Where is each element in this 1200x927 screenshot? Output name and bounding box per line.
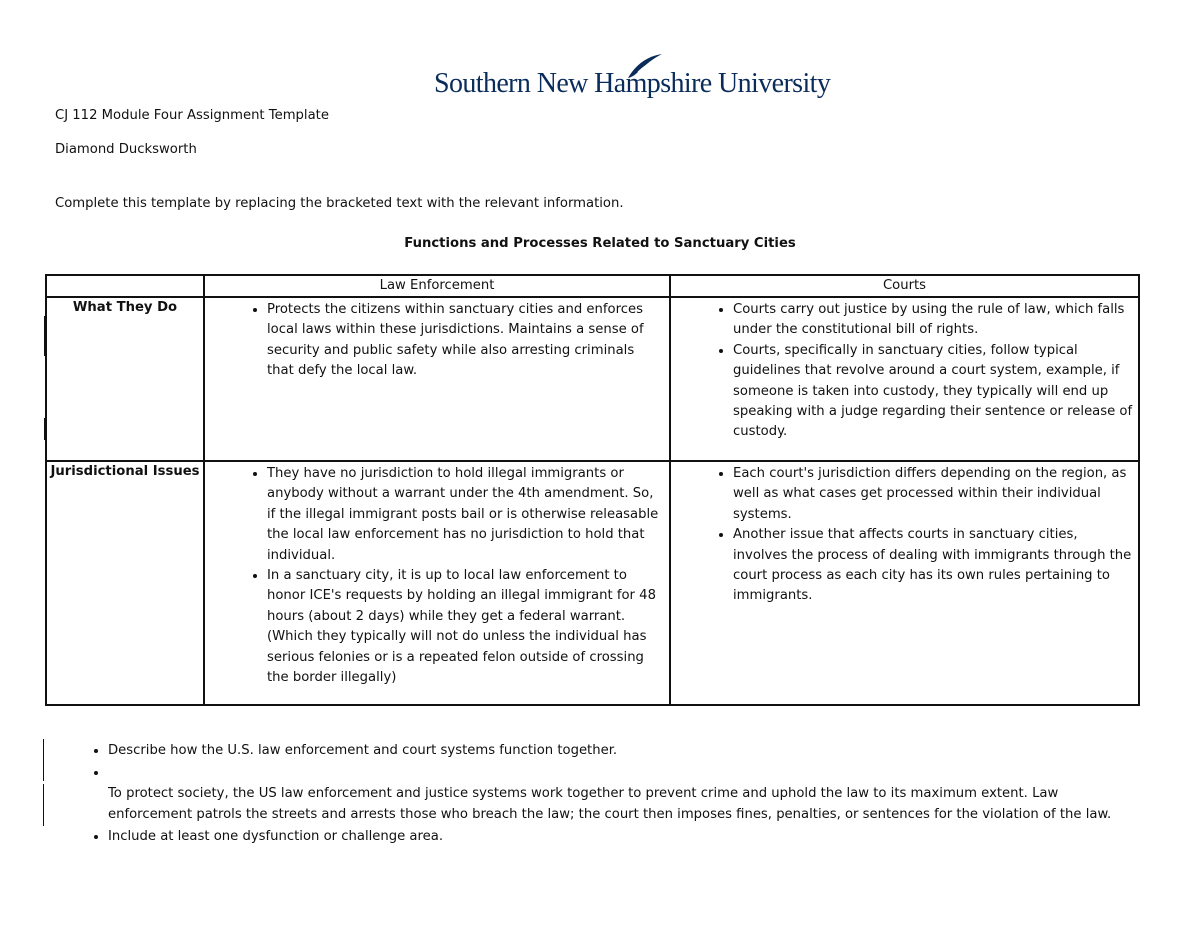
column-header-blank [46, 275, 204, 297]
table-row [46, 461, 1139, 705]
cell-law-enforcement-jurisdiction [204, 461, 670, 705]
cell-courts-what [670, 297, 1139, 461]
author-name: Diamond Ducksworth [55, 142, 197, 157]
list-item: • In a sanctuary city, it is up to local law enforcement to honor ICE's requests by holding an illegal immigrant for 48 hours (about 2 days) while they get a federal warrant. (Which they typically will not do unless the individual has serious felonies or is a repeated felon outside of crossing the border illegally) [267, 566, 665, 688]
table-heading: Functions and Processes Related to Sanctuary Cities [404, 236, 796, 251]
list-item: • They have no jurisdiction to hold illegal immigrants or anybody without a warrant under the 4th amendment. So, if the illegal immigrant posts bail or is otherwise releasable the local law enforcement has no jurisdiction to hold that individual. [267, 464, 665, 566]
list-item-empty [108, 762, 1200, 783]
university-logo [434, 52, 831, 104]
instructions-text: Complete this template by replacing the bracketed text with the relevant information. [55, 196, 624, 211]
row-label-jurisdictional-issues: Jurisdictional Issues [46, 461, 204, 705]
column-header-law-enforcement: Law Enforcement [204, 275, 670, 297]
list-item: • Each court's jurisdiction differs depending on the region, as well as what cases get processed within their individual systems. [733, 464, 1134, 525]
logo-wordmark: Southern New Hampshire University [434, 68, 831, 99]
answer-paragraph: To protect society, the US law enforcement and justice systems work together to prevent crime and uphold the law to its maximum extent. Law enforcement patrols the streets and arrests those who breach the law; the court then imposes fines, penalties, or sentences for the violation of the law. [108, 785, 1112, 822]
functions-table [45, 274, 1140, 706]
list-item: • Another issue that affects courts in sanctuary cities, involves the process of dealing with immigrants through the court process as each city has its own rules pertaining to immigrants. [733, 525, 1134, 607]
describe-text: Describe how the U.S. law enforcement and court systems function together. [108, 743, 618, 758]
list-item: • Courts, specifically in sanctuary cities, follow typical guidelines that revolve around a court system, example, if someone is taken into custody, they typically will end up speaking with a judge regarding their sentence or release of custody. [733, 341, 1134, 443]
table-row [46, 297, 1139, 461]
cell-courts-jurisdiction [670, 461, 1139, 705]
list-item: • Courts carry out justice by using the rule of law, which falls under the constitutional bill of rights. [733, 300, 1134, 341]
cell-law-enforcement-what [204, 297, 670, 461]
list-item-describe [108, 740, 1200, 762]
column-header-courts: Courts [670, 275, 1139, 297]
course-title: CJ 112 Module Four Assignment Template [55, 108, 329, 123]
list-item: • Protects the citizens within sanctuary cities and enforces local laws within these jurisdictions. Maintains a sense of security and public safety while also arresting criminals that defy the local law. [267, 300, 665, 382]
row-label-what-they-do: What They Do [46, 297, 204, 461]
list-item-dysfunction: • Include at least one dysfunction or challenge area. [108, 826, 1200, 848]
bottom-section [0, 740, 1200, 847]
